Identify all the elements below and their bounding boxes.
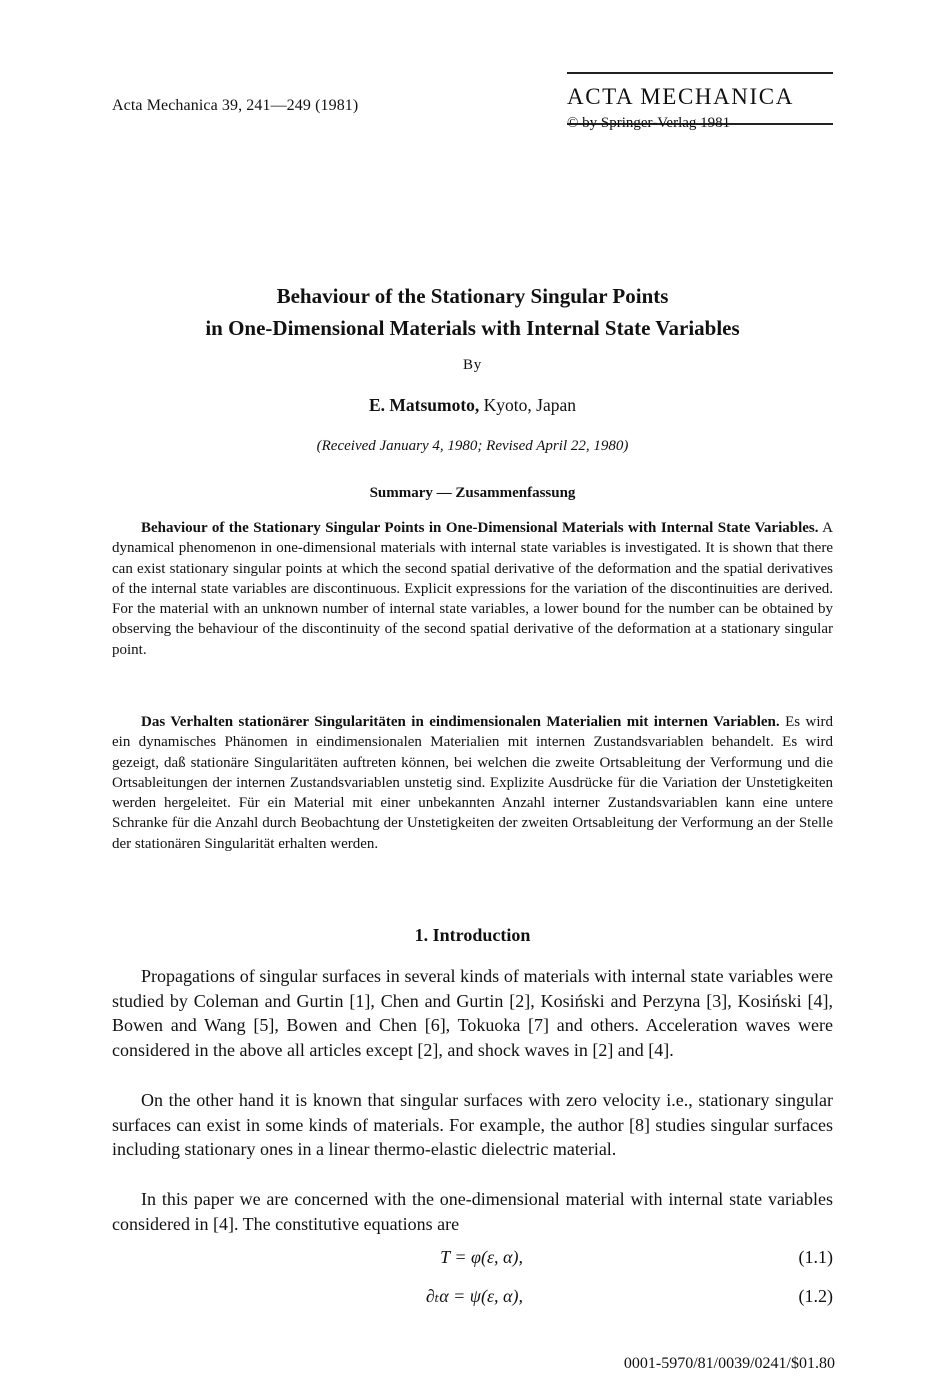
- equation-1-1: [112, 1247, 833, 1273]
- introduction-paragraph-2: On the other hand it is known that singular surfaces with zero velocity i.e., stationary singular surfaces can exist in some kinds of materials. For example, the author [8] studies singular surfaces including stationary ones in a linear thermo-elastic dielectric material.: [112, 1090, 833, 1160]
- article-code: 0001-5970/81/0039/0241/$01.80: [623, 1355, 835, 1372]
- article-title: [60, 280, 885, 344]
- summary-heading: Summary — Zusammenfassung: [369, 485, 576, 501]
- introduction-paragraph-1: Propagations of singular surfaces in several kinds of materials with internal state variables were studied by Coleman and Gurtin [1], Chen and Gurtin [2], Kosiński and Perzyna [3], Kosiński [4], Bowen and Wang [5], Bowen and Chen [6], Tokuoka [7] and others. Acceleration waves were considered in the above all articles except [2], and shock waves in [2] and [4].: [112, 966, 833, 1060]
- author-name: E. Matsumoto,: [368, 395, 480, 415]
- received-dates: (Received January 4, 1980; Revised April 22, 1980): [316, 438, 629, 454]
- title-line-2: in One-Dimensional Materials with Internal State Variables: [205, 316, 740, 340]
- equation-number: (1.1): [798, 1247, 833, 1267]
- introduction-paragraph-3: In this paper we are concerned with the one-dimensional material with internal state variables considered in [4]. The constitutive equations are: [112, 1189, 833, 1234]
- abstract-german-title: Das Verhalten stationärer Singularitäten in eindimensionalen Materialien mit internen Variablen.: [141, 714, 780, 730]
- journal-citation: Acta Mechanica 39, 241—249 (1981): [112, 97, 359, 114]
- abstract-german-text: Es wird ein dynamisches Phänomen in eindimensionalen Materialien mit internen Zustandsvariablen behandelt. Es wird gezeigt, daß stationäre Singularitäten auftreten können, bei welchen die zweite Ortsableitung der Verformung und die Ortsableitungen der internen Zustandsvariablen unstetig sind. Explizite Ausdrücke für die Variation der Unstetigkeiten werden hergeleitet. Für ein Material mit einer unbekannten Anzahl interner Zustandsvariablen kann eine untere Schranke für die Anzahl durch Beobachtung der Unstetigkeiten der zweiten Ortsableitung der Verformung an der Stelle der stationären Singularität erhalten werden.: [112, 714, 833, 852]
- by-label: By: [462, 357, 483, 373]
- equation-1-2: [112, 1286, 833, 1312]
- equation-expression: T = φ(ε, α),: [440, 1247, 523, 1267]
- author-affiliation: Kyoto, Japan: [483, 395, 577, 415]
- section-heading-introduction: 1. Introduction: [414, 925, 531, 945]
- abstract-english: [112, 518, 833, 660]
- copyright-notice: © by Springer-Verlag 1981: [567, 115, 731, 131]
- author-line: [0, 395, 945, 416]
- title-line-1: Behaviour of the Stationary Singular Points: [276, 284, 669, 308]
- abstract-english-title: Behaviour of the Stationary Singular Points in One-Dimensional Materials with Internal State Variables.: [141, 520, 819, 536]
- journal-name: ACTA MECHANICA: [567, 84, 794, 109]
- journal-masthead: [567, 72, 833, 131]
- equation-number: (1.2): [798, 1286, 833, 1306]
- abstract-english-text: A dynamical phenomenon in one-dimensional materials with internal state variables is investigated. It is shown that there can exist stationary singular points at which the second spatial derivative of the deformation and the spatial derivatives of the internal state variables are discontinuous. Explicit expressions for the variation of the discontinuities are derived. For the material with an unknown number of internal state variables, a lower bound for the number can be obtained by observing the behaviour of the discontinuity of the second spatial derivative of the deformation at a stationary singular point.: [112, 520, 833, 658]
- equation-expression: ∂ₜα = ψ(ε, α),: [425, 1286, 523, 1306]
- abstract-german: [112, 712, 833, 854]
